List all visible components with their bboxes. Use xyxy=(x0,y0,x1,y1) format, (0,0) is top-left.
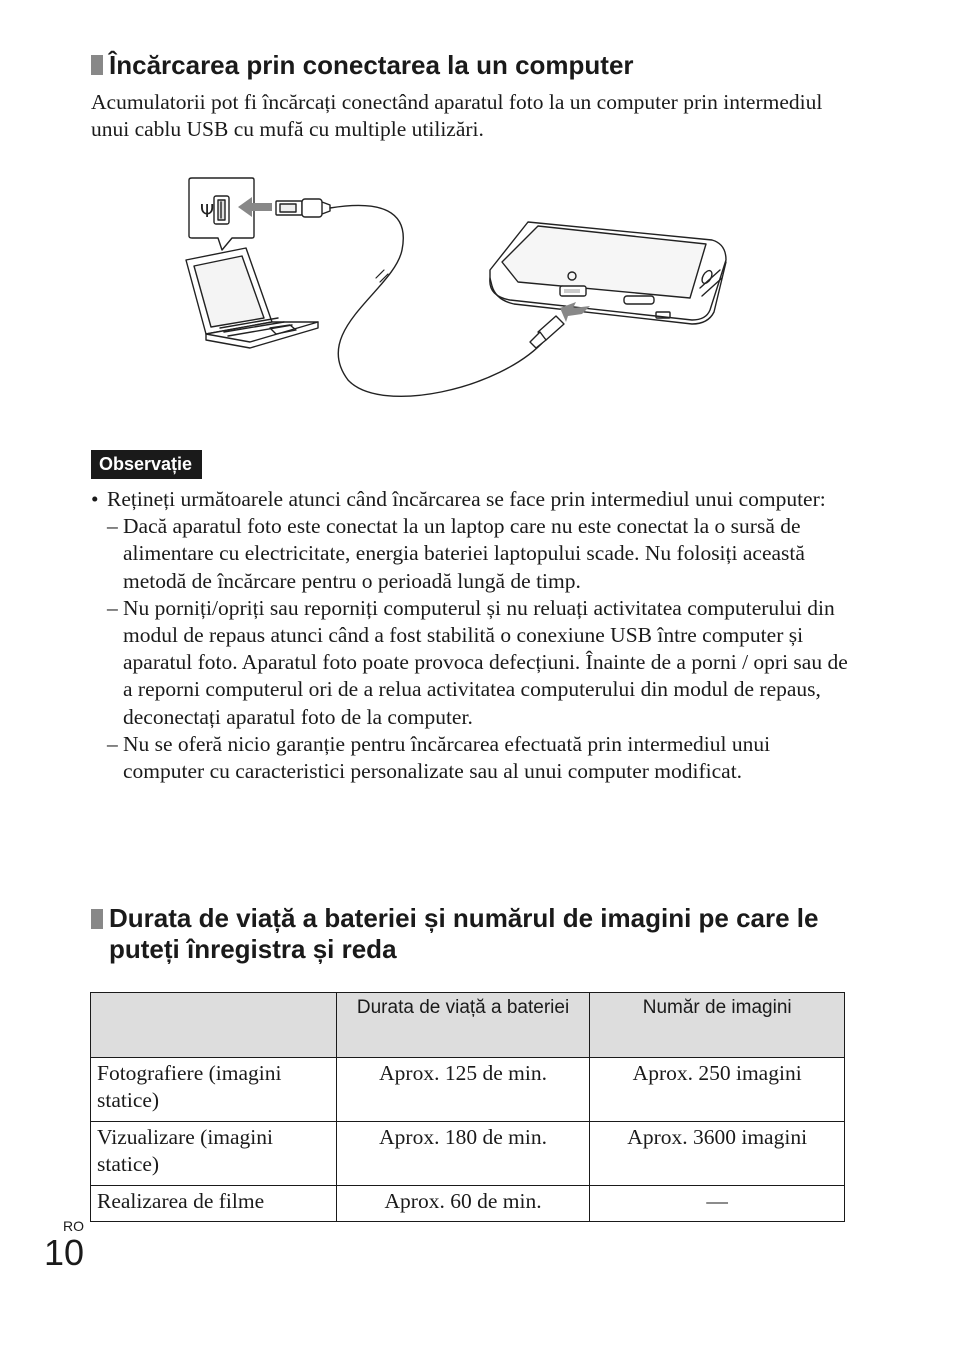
intro-paragraph: Acumulatorii pot fi încărcați conectând aparatul foto la un computer prin intermediul unui cablu USB cu mufă cu multiple utilizări. xyxy=(91,90,823,141)
table-row xyxy=(91,1058,845,1122)
table-cell: Fotografiere (imagini statice) xyxy=(91,1058,337,1122)
note-bullet-text: Rețineți următoarele atunci când încărcarea se face prin intermediul unui computer: xyxy=(107,487,826,511)
note-item xyxy=(91,731,851,785)
dash-mark: – xyxy=(107,731,118,756)
page-language: RO xyxy=(63,1218,84,1234)
table-cell: Realizarea de filme xyxy=(91,1186,337,1222)
note-item-text: Nu se oferă nicio garanție pentru încărcarea efectuată prin intermediul unui computer cu caracteristici personalizate sau al unui computer modificat. xyxy=(123,731,771,784)
heading-square-icon xyxy=(91,909,103,929)
heading-square-icon xyxy=(91,55,103,75)
note-item-text: Dacă aparatul foto este conectat la un laptop care nu este conectat la o sursă de alimentare cu electricitate, energia bateriei laptopului scade. Nu folosiți această metodă de încărcare pentru o perioadă lungă de timp. xyxy=(123,514,805,593)
micro-usb-plug xyxy=(530,316,564,348)
battery-table xyxy=(90,992,845,1222)
usb-connection-illustration xyxy=(180,170,740,410)
camera-illustration xyxy=(490,222,726,324)
table-cell: Aprox. 250 imagini xyxy=(590,1058,845,1122)
usb-symbol-icon: Ψ xyxy=(200,201,215,222)
note-item-text: Nu porniți/opriți sau reporniți computerul și nu reluați activitatea computerului din modul de repaus atunci când a fost stabilită o conexiune USB între computer și aparatul foto. Aparatul foto poate provoca defecțiuni. Înainte de a porni / opri sau de a reporni computerul ori de a relua activitatea computerului din modul de repaus, deconectați aparatul foto de la computer. xyxy=(123,595,848,729)
bullet-mark: • xyxy=(91,487,99,511)
heading-text: Durata de viață a bateriei și numărul de imagini pe care le puteți înregistra și reda xyxy=(109,903,819,964)
note-item xyxy=(91,595,851,731)
usb-port-callout xyxy=(189,178,254,250)
table-cell: Aprox. 60 de min. xyxy=(336,1186,590,1222)
page-number: 10 xyxy=(44,1232,85,1273)
dash-mark: – xyxy=(107,595,118,620)
note-badge: Observație xyxy=(91,450,202,479)
dash-mark: – xyxy=(107,514,118,539)
table-cell: Aprox. 3600 imagini xyxy=(590,1122,845,1186)
note-item xyxy=(91,513,851,595)
table-cell: Aprox. 180 de min. xyxy=(336,1122,590,1186)
section-heading-charging xyxy=(91,50,891,81)
table-cell: — xyxy=(590,1186,845,1222)
table-header-cell xyxy=(91,993,337,1058)
note-bullet xyxy=(91,486,851,513)
table-row xyxy=(91,1122,845,1186)
section-heading-battery xyxy=(91,903,851,965)
table-header-cell: Durata de viață a bateriei xyxy=(336,993,590,1058)
usb-plug xyxy=(276,199,330,217)
table-header-row xyxy=(91,993,845,1058)
table-row xyxy=(91,1186,845,1222)
table-cell: Aprox. 125 de min. xyxy=(336,1058,590,1122)
table-cell: Vizualizare (imagini statice) xyxy=(91,1122,337,1186)
notes-list xyxy=(91,486,851,785)
heading-text: Încărcarea prin conectarea la un computer xyxy=(109,50,634,80)
table-header-cell: Număr de imagini xyxy=(590,993,845,1058)
laptop-illustration xyxy=(186,248,318,348)
